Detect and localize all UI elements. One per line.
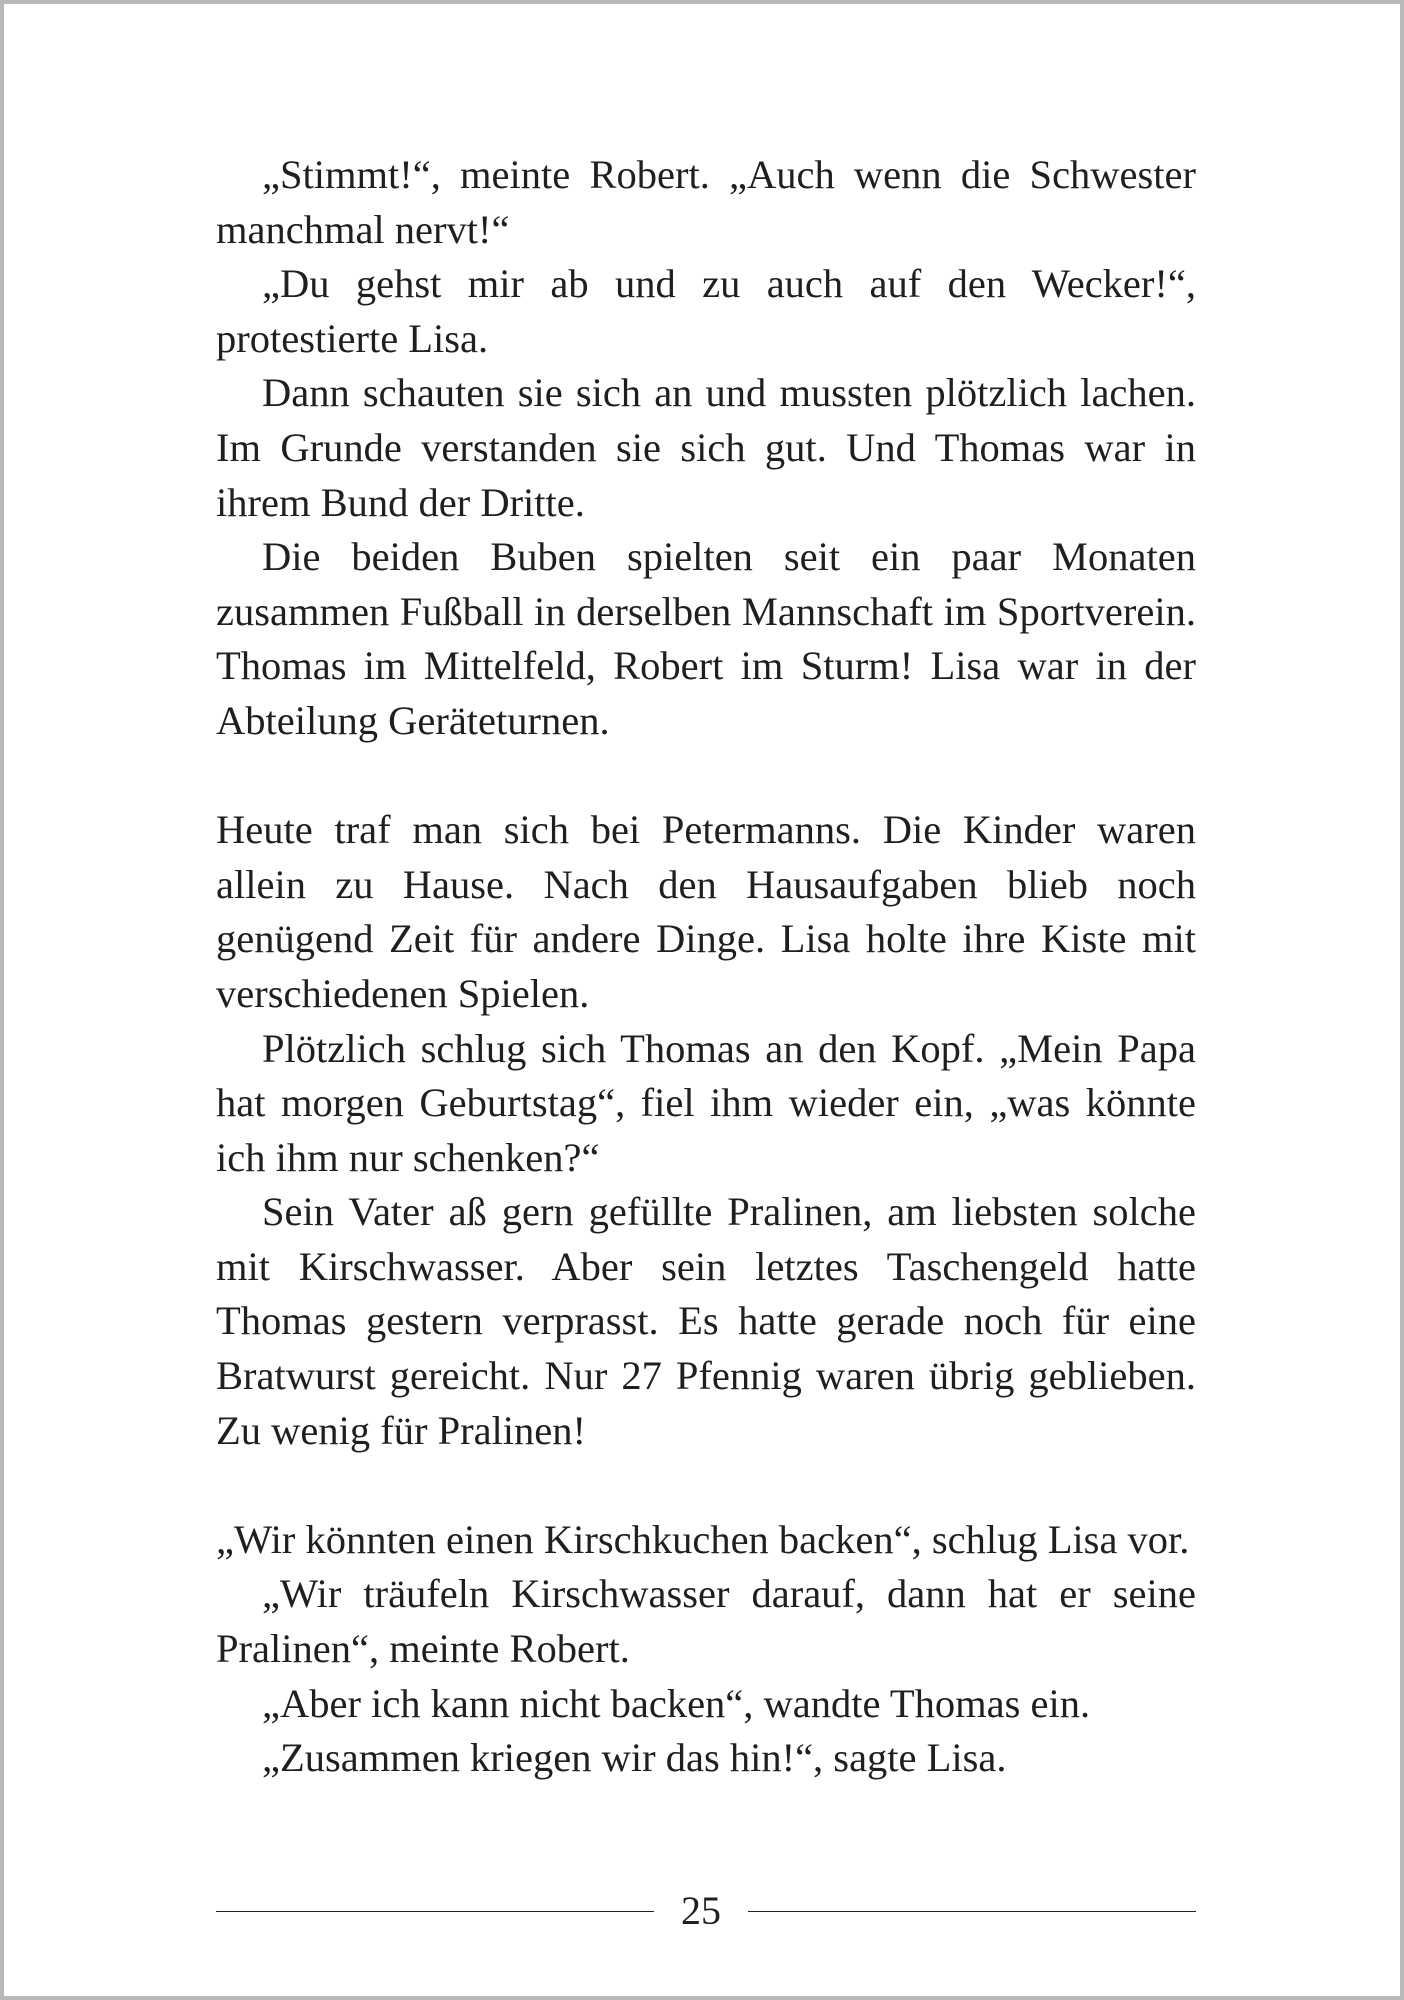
paragraph: „Zusammen kriegen wir das hin!“, sagte Lisa.	[262, 1735, 1007, 1781]
paragraph: „Wir könnten einen Kirschkuchen backen“, schlug Lisa vor.	[216, 1516, 1190, 1562]
paragraph: „Wir träufeln Kirschwasser darauf, dann hat er seine Pralinen“, meinte Robert.	[216, 1571, 1196, 1672]
paragraph: Plötzlich schlug sich Thomas an den Kopf. „Mein Papa hat morgen Geburtstag“, fiel ihm wieder ein, „was könnte ich ihm nur schenken?“	[216, 1025, 1196, 1180]
section-break	[216, 749, 1196, 804]
paragraph: Die beiden Buben spielten seit ein paar Monaten zusammen Fußball in derselben Mannschaft im Sportverein. Thomas im Mittelfeld, Robert im Sturm! Lisa war in der Abteilung Geräteturnen.	[216, 534, 1196, 743]
footer-rule-left	[216, 1911, 654, 1912]
page-number: 25	[681, 1888, 721, 1933]
section-break	[216, 1458, 1196, 1513]
paragraph: „Stimmt!“, meinte Robert. „Auch wenn die Schwester manchmal nervt!“	[216, 152, 1196, 252]
paragraph: „Aber ich kann nicht backen“, wandte Thomas ein.	[262, 1680, 1091, 1726]
body-text	[216, 148, 1196, 1786]
paragraph: Heute traf man sich bei Petermanns. Die Kinder waren allein zu Hause. Nach den Hausaufgaben blieb noch genügend Zeit für andere Dinge. Lisa holte ihre Kiste mit verschiedenen Spielen.	[216, 807, 1196, 1016]
paragraph: Sein Vater aß gern gefüllte Pralinen, am liebsten solche mit Kirschwasser. Aber sein letztes Taschengeld hatte Thomas gestern verprasst. Es hatte gerade noch für eine Bratwurst gereicht. Nur 27 Pfennig waren übrig geblieben. Zu wenig für Pralinen!	[216, 1189, 1196, 1453]
paragraph: Dann schauten sie sich an und mussten plötzlich lachen. Im Grunde verstanden sie sich gut. Und Thomas war in ihrem Bund der Dritte.	[216, 370, 1196, 525]
footer-rule-right	[748, 1911, 1196, 1912]
paragraph: „Du gehst mir ab und zu auch auf den Wecker!“, protestierte Lisa.	[216, 261, 1196, 361]
page-footer	[216, 1884, 1196, 1940]
